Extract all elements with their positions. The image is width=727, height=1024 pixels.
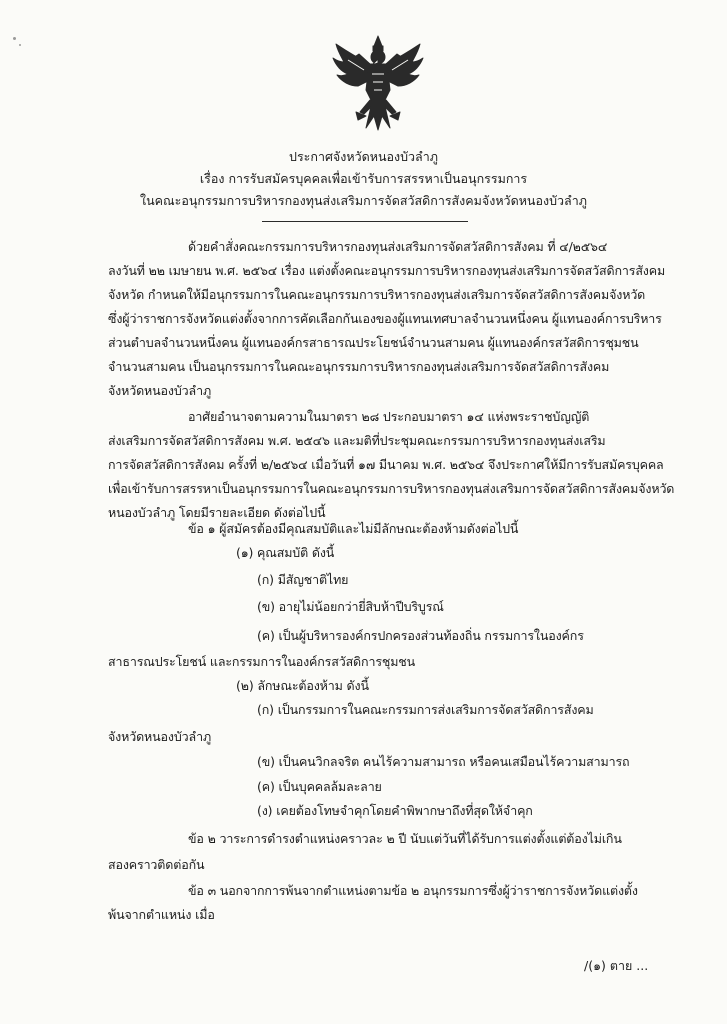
prohibition-item: (ข) เป็นคนวิกลจริต คนไร้ความสามารถ หรือคนเสมือนไร้ความสามารถ bbox=[257, 754, 630, 769]
scan-speck bbox=[19, 44, 21, 46]
paragraph-line: การจัดสวัสดิการสังคม ครั้งที่ ๒/๒๕๖๔ เมื่อวันที่ ๑๗ มีนาคม พ.ศ. ๒๕๖๔ จึงประกาศให้มีการรับสมัครบุคคล bbox=[108, 457, 664, 472]
clause-1-heading: ข้อ ๑ ผู้สมัครต้องมีคุณสมบัติและไม่มีลักษณะต้องห้ามดังต่อไปนี้ bbox=[188, 521, 519, 536]
paragraph-line: ส่วนตำบลจำนวนหนึ่งคน ผู้แทนองค์กรสาธารณประโยชน์จำนวนสามคน ผู้แทนองค์กรสวัสดิการชุมชน bbox=[108, 335, 639, 350]
qualification-item-continuation: สาธารณประโยชน์ และกรรมการในองค์กรสวัสดิการชุมชน bbox=[108, 654, 416, 669]
prohibition-item-continuation: จังหวัดหนองบัวลำภู bbox=[108, 729, 212, 744]
paragraph-line: จังหวัด กำหนดให้มีอนุกรรมการในคณะอนุกรรมการบริหารกองทุนส่งเสริมการจัดสวัสดิการสังคมจังหวัด bbox=[108, 287, 646, 302]
garuda-emblem-icon bbox=[328, 32, 428, 132]
qualification-item: (ค) เป็นผู้บริหารองค์กรปกครองส่วนท้องถิ่น กรรมการในองค์กร bbox=[257, 628, 584, 643]
paragraph-line: จังหวัดหนองบัวลำภู bbox=[108, 383, 212, 398]
paragraph-line: ด้วยคำสั่งคณะกรรมการบริหารกองทุนส่งเสริมการจัดสวัสดิการสังคม ที่ ๔/๒๕๖๔ bbox=[188, 239, 608, 254]
title-divider bbox=[262, 221, 468, 222]
clause-2-line: สองคราวติดต่อกัน bbox=[108, 857, 205, 872]
document-title: ประกาศจังหวัดหนองบัวลำภู bbox=[289, 149, 438, 164]
paragraph-line: หนองบัวลำภู โดยมีรายละเอียด ดังต่อไปนี้ bbox=[108, 505, 326, 520]
qualification-item: (ก) มีสัญชาติไทย bbox=[257, 572, 349, 587]
paragraph-line: จำนวนสามคน เป็นอนุกรรมการในคณะอนุกรรมการบริหารกองทุนส่งเสริมการจัดสวัสดิการสังคม bbox=[108, 359, 610, 374]
paragraph-line: ลงวันที่ ๒๒ เมษายน พ.ศ. ๒๕๖๔ เรื่อง แต่งตั้งคณะอนุกรรมการบริหารกองทุนส่งเสริมการจัดสวัสดิการสังคม bbox=[108, 263, 666, 278]
prohibition-item: (ค) เป็นบุคคลล้มละลาย bbox=[257, 779, 382, 794]
clause-3-line: พ้นจากตำแหน่ง เมื่อ bbox=[108, 907, 215, 922]
prohibition-item: (ง) เคยต้องโทษจำคุกโดยคำพิพากษาถึงที่สุดให้จำคุก bbox=[257, 803, 533, 818]
prohibition-heading: (๒) ลักษณะต้องห้าม ดังนี้ bbox=[236, 678, 369, 693]
prohibition-item: (ก) เป็นกรรมการในคณะกรรมการส่งเสริมการจัดสวัสดิการสังคม bbox=[257, 702, 594, 717]
clause-3-line: ข้อ ๓ นอกจากการพ้นจากตำแหน่งตามข้อ ๒ อนุกรรมการซึ่งผู้ว่าราชการจังหวัดแต่งตั้ง bbox=[188, 883, 638, 898]
paragraph-line: อาศัยอำนาจตามความในมาตรา ๒๘ ประกอบมาตรา ๑๔ แห่งพระราชบัญญัติ bbox=[188, 409, 590, 424]
qualification-heading: (๑) คุณสมบัติ ดังนี้ bbox=[236, 545, 335, 560]
paragraph-line: เพื่อเข้ารับการสรรหาเป็นอนุกรรมการในคณะอนุกรรมการบริหารกองทุนส่งเสริมการจัดสวัสดิการสังคมจังหวัด bbox=[108, 481, 675, 496]
page-continuation-marker: /(๑) ตาย ... bbox=[584, 958, 649, 973]
clause-2-line: ข้อ ๒ วาระการดำรงตำแหน่งคราวละ ๒ ปี นับแต่วันที่ได้รับการแต่งตั้งแต่ต้องไม่เกิน bbox=[188, 831, 622, 846]
paragraph-line: ซึ่งผู้ว่าราชการจังหวัดแต่งตั้งจากการคัดเลือกกันเองของผู้แทนเทศบาลจำนวนหนึ่งคน ผู้แทนองค์การบริหาร bbox=[108, 311, 662, 326]
paragraph-line: ส่งเสริมการจัดสวัสดิการสังคม พ.ศ. ๒๕๔๖ และมติที่ประชุมคณะกรรมการบริหารกองทุนส่งเสริม bbox=[108, 433, 606, 448]
qualification-item: (ข) อายุไม่น้อยกว่ายี่สิบห้าปีบริบูรณ์ bbox=[257, 599, 444, 614]
subject-line: เรื่อง การรับสมัครบุคคลเพื่อเข้ารับการสรรหาเป็นอนุกรรมการ bbox=[199, 171, 528, 186]
subject-line: ในคณะอนุกรรมการบริหารกองทุนส่งเสริมการจัดสวัสดิการสังคมจังหวัดหนองบัวลำภู bbox=[140, 193, 587, 208]
scan-speck bbox=[13, 37, 16, 40]
